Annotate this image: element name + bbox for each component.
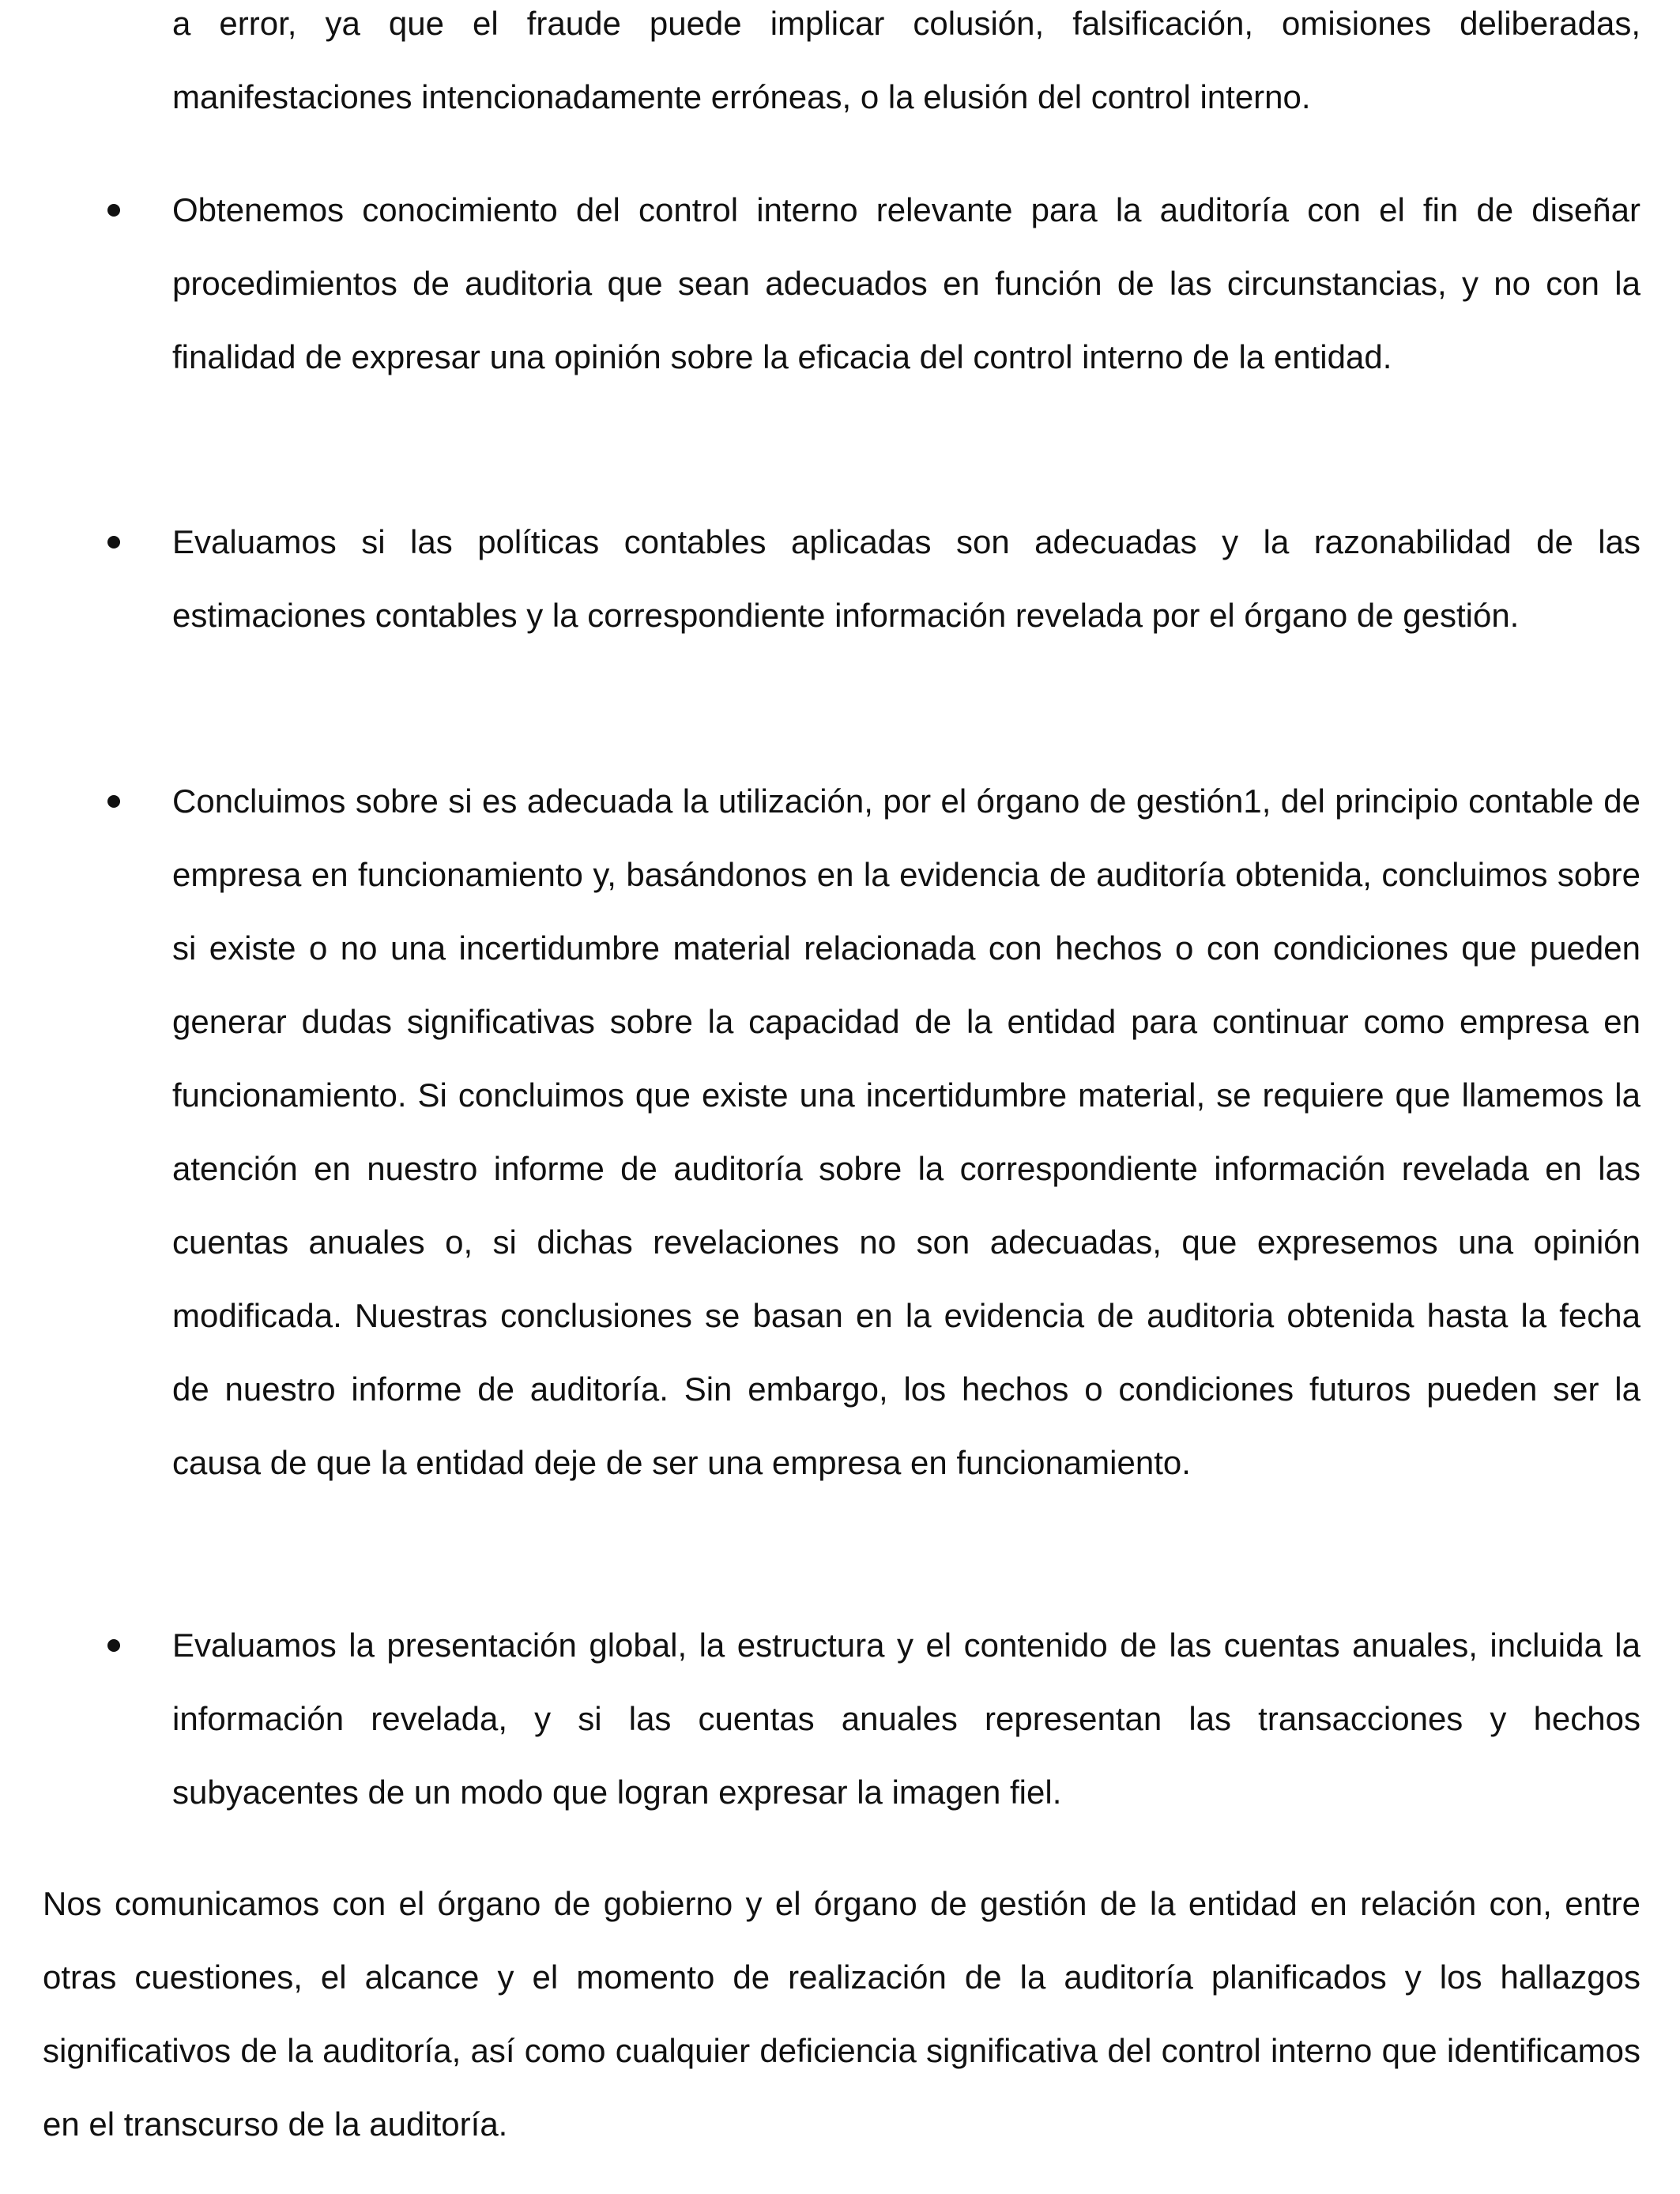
list-item: [172, 505, 1640, 652]
bullet-icon: [107, 204, 120, 217]
list-item: [172, 764, 1640, 1499]
list-item: [172, 1608, 1640, 1829]
list-item-text: Evaluamos la presentación global, la estructura y el contenido de las cuentas anuales, incluida la información revelada, y si las cuentas anuales representan las transacciones y hechos subyacentes de un modo que logran expresar la imagen fiel.: [172, 1627, 1640, 1811]
continuation-paragraph: a error, ya que el fraude puede implicar colusión, falsificación, omisiones deliberadas, manifestaciones intencionadamente erróneas, o la elusión del control interno.: [172, 5, 1640, 115]
bullet-icon: [107, 1639, 120, 1652]
list-item-text: Evaluamos si las políticas contables aplicadas son adecuadas y la razonabilidad de las estimaciones contables y la correspondiente información revelada por el órgano de gestión.: [172, 523, 1640, 634]
list-item-text: Concluimos sobre si es adecuada la utilización, por el órgano de gestión1, del principio contable de empresa en funcionamiento y, basándonos en la evidencia de auditoría obtenida, concluimos sobre si existe o no una incertidumbre material relacionada con hechos o con condiciones que pueden generar dudas significativas sobre la capacidad de la entidad para continuar como empresa en funcionamiento. Si concluimos que existe una incertidumbre material, se requiere que llamemos la atención en nuestro informe de auditoría sobre la correspondiente información revelada en las cuentas anuales o, si dichas revelaciones no son adecuadas, que expresemos una opinión modificada. Nuestras conclusiones se basan en la evidencia de auditoria obtenida hasta la fecha de nuestro informe de auditoría. Sin embargo, los hechos o condiciones futuros pueden ser la causa de que la entidad deje de ser una empresa en funcionamiento.: [172, 782, 1640, 1481]
list-item-text: Obtenemos conocimiento del control interno relevante para la auditoría con el fin de diseñar procedimientos de auditoria que sean adecuados en función de las circunstancias, y no con la finalidad de expresar una opinión sobre la eficacia del control interno de la entidad.: [172, 191, 1640, 375]
bullet-icon: [107, 795, 120, 808]
bullet-icon: [107, 536, 120, 548]
closing-paragraph: Nos comunicamos con el órgano de gobierno y el órgano de gestión de la entidad en relación con, entre otras cuestiones, el alcance y el momento de realización de la auditoría planificados y los hallazgos significativos de la auditoría, así como cualquier deficiencia significativa del control interno que identificamos en el transcurso de la auditoría.: [43, 1885, 1640, 2143]
list-item: [172, 173, 1640, 394]
